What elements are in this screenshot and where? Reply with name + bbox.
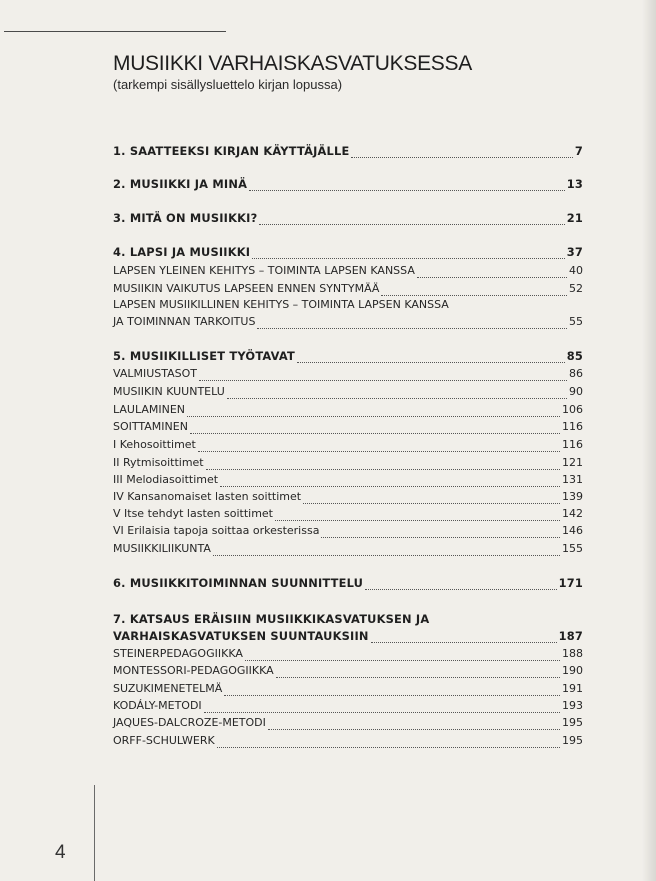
toc-leader-dots bbox=[204, 702, 560, 713]
toc-leader-dots bbox=[259, 214, 564, 225]
toc-label: LAPSEN YLEINEN KEHITYS – TOIMINTA LAPSEN KANSSA bbox=[113, 264, 415, 277]
toc-entry bbox=[113, 420, 583, 438]
toc-label: 1. SAATTEEKSI KIRJAN KÄYTTÄJÄLLE bbox=[113, 144, 350, 158]
toc-entry bbox=[113, 438, 583, 456]
toc-label: JAQUES-DALCROZE-METODI bbox=[113, 716, 266, 729]
toc-entry bbox=[113, 716, 583, 734]
toc-chapter-6 bbox=[113, 576, 583, 594]
toc-page: 191 bbox=[562, 682, 583, 695]
toc-page: 52 bbox=[569, 282, 583, 295]
toc-leader-dots bbox=[245, 650, 560, 661]
toc-page: 190 bbox=[562, 664, 583, 677]
toc-page: 171 bbox=[558, 576, 583, 590]
toc-entry bbox=[113, 682, 583, 700]
page-subtitle: (tarkempi sisällysluettelo kirjan lopussa) bbox=[113, 77, 343, 92]
toc-entry bbox=[113, 456, 583, 474]
toc-label: IV Kansanomaiset lasten soittimet bbox=[113, 490, 302, 503]
toc-label: SOITTAMINEN bbox=[113, 420, 188, 433]
toc-label: SUZUKIMENETELMÄ bbox=[113, 682, 223, 695]
toc-entry-line: LAPSEN MUSIIKILLINEN KEHITYS – TOIMINTA LAPSEN KANSSA bbox=[113, 298, 449, 311]
toc-page: 85 bbox=[566, 349, 583, 363]
toc-label: VARHAISKASVATUKSEN SUUNTAUKSIIN bbox=[113, 629, 369, 643]
toc-leader-dots bbox=[257, 318, 567, 329]
toc-label: II Rytmisoittimet bbox=[113, 456, 204, 469]
toc-page: 13 bbox=[566, 177, 583, 191]
toc-entry bbox=[113, 699, 583, 717]
toc-page: 195 bbox=[562, 734, 583, 747]
toc-leader-dots bbox=[365, 579, 557, 590]
toc-page: 195 bbox=[562, 716, 583, 729]
toc-chapter-7-line: 7. KATSAUS ERÄISIIN MUSIIKKIKASVATUKSEN JA bbox=[113, 612, 430, 626]
toc-leader-dots bbox=[224, 685, 560, 696]
toc-page: 116 bbox=[562, 420, 583, 433]
toc-leader-dots bbox=[351, 147, 572, 158]
toc-page: 21 bbox=[566, 211, 583, 225]
toc-entry bbox=[113, 473, 583, 491]
toc-label: 2. MUSIIKKI JA MINÄ bbox=[113, 177, 248, 191]
toc-page: 146 bbox=[562, 524, 583, 537]
binding-shadow bbox=[642, 0, 656, 881]
toc-label: STEINERPEDAGOGIIKKA bbox=[113, 647, 243, 660]
toc-page: 131 bbox=[562, 473, 583, 486]
toc-leader-dots bbox=[190, 423, 560, 434]
toc-leader-dots bbox=[303, 493, 560, 504]
toc-leader-dots bbox=[187, 406, 560, 417]
toc-label: VALMIUSTASOT bbox=[113, 367, 197, 380]
toc-leader-dots bbox=[276, 667, 560, 678]
toc-label: 4. LAPSI JA MUSIIKKI bbox=[113, 245, 251, 259]
toc-label: III Melodiasoittimet bbox=[113, 473, 219, 486]
toc-page: 90 bbox=[569, 385, 583, 398]
toc-leader-dots bbox=[206, 459, 560, 470]
page-title: MUSIIKKI VARHAISKASVATUKSESSA bbox=[113, 52, 472, 75]
toc-entry bbox=[113, 524, 583, 542]
toc-label: 5. MUSIIKILLISET TYÖTAVAT bbox=[113, 349, 295, 363]
toc-page: 86 bbox=[569, 367, 583, 380]
toc-leader-dots bbox=[227, 388, 567, 399]
toc-entry bbox=[113, 734, 583, 752]
toc-leader-dots bbox=[417, 267, 567, 278]
toc-page: 37 bbox=[566, 245, 583, 259]
toc-label: KODÁLY-METODI bbox=[113, 699, 202, 712]
toc-leader-dots bbox=[220, 476, 560, 487]
toc-entry bbox=[113, 507, 583, 525]
page-number: 4 bbox=[55, 842, 66, 863]
toc-page: 7 bbox=[574, 144, 583, 158]
toc-leader-dots bbox=[249, 180, 565, 191]
toc-leader-dots bbox=[213, 545, 560, 556]
toc-leader-dots bbox=[275, 510, 560, 521]
toc-page: 155 bbox=[562, 542, 583, 555]
toc-leader-dots bbox=[321, 527, 560, 538]
toc-chapter-7 bbox=[113, 629, 583, 647]
toc-label: MUSIIKKILIIKUNTA bbox=[113, 542, 211, 555]
toc-page: 193 bbox=[562, 699, 583, 712]
toc-chapter-2 bbox=[113, 177, 583, 195]
toc-leader-dots bbox=[252, 248, 565, 259]
toc-leader-dots bbox=[371, 632, 557, 643]
toc-label: LAULAMINEN bbox=[113, 403, 186, 416]
toc-entry bbox=[113, 403, 583, 421]
toc-label: 3. MITÄ ON MUSIIKKI? bbox=[113, 211, 258, 225]
toc-label: MUSIIKIN KUUNTELU bbox=[113, 385, 225, 398]
toc-page: 188 bbox=[562, 647, 583, 660]
toc-page: 55 bbox=[569, 315, 583, 328]
toc-label: JA TOIMINNAN TARKOITUS bbox=[113, 315, 256, 328]
toc-label: VI Erilaisia tapoja soittaa orkesterissa bbox=[113, 524, 320, 537]
left-margin-rule bbox=[94, 785, 95, 881]
toc-label: I Kehosoittimet bbox=[113, 438, 196, 451]
toc-leader-dots bbox=[198, 441, 560, 452]
top-rule bbox=[4, 31, 226, 32]
toc-entry bbox=[113, 542, 583, 560]
toc-entry bbox=[113, 264, 583, 282]
toc-chapter-4 bbox=[113, 245, 583, 263]
toc-page: 116 bbox=[562, 438, 583, 451]
toc-label: 6. MUSIIKKITOIMINNAN SUUNNITTELU bbox=[113, 576, 364, 590]
toc-page: 121 bbox=[562, 456, 583, 469]
toc-entry bbox=[113, 385, 583, 403]
toc-label: MONTESSORI-PEDAGOGIIKKA bbox=[113, 664, 274, 677]
toc-page: 187 bbox=[558, 629, 583, 643]
toc-chapter-3 bbox=[113, 211, 583, 229]
toc-leader-dots bbox=[297, 352, 565, 363]
toc-page: 142 bbox=[562, 507, 583, 520]
toc-leader-dots bbox=[217, 737, 560, 748]
toc-leader-dots bbox=[199, 370, 567, 381]
toc-label: ORFF-SCHULWERK bbox=[113, 734, 215, 747]
toc-entry bbox=[113, 315, 583, 333]
toc-entry bbox=[113, 647, 583, 665]
toc-entry bbox=[113, 490, 583, 508]
toc-chapter-5 bbox=[113, 349, 583, 367]
toc-page: 106 bbox=[562, 403, 583, 416]
toc-entry bbox=[113, 664, 583, 682]
toc-label: MUSIIKIN VAIKUTUS LAPSEEN ENNEN SYNTYMÄÄ bbox=[113, 282, 380, 295]
toc-entry bbox=[113, 367, 583, 385]
toc-page: 139 bbox=[562, 490, 583, 503]
toc-leader-dots bbox=[381, 285, 567, 296]
toc-chapter-1 bbox=[113, 144, 583, 162]
toc-page: 40 bbox=[569, 264, 583, 277]
toc-leader-dots bbox=[268, 719, 560, 730]
toc-label: V Itse tehdyt lasten soittimet bbox=[113, 507, 273, 520]
